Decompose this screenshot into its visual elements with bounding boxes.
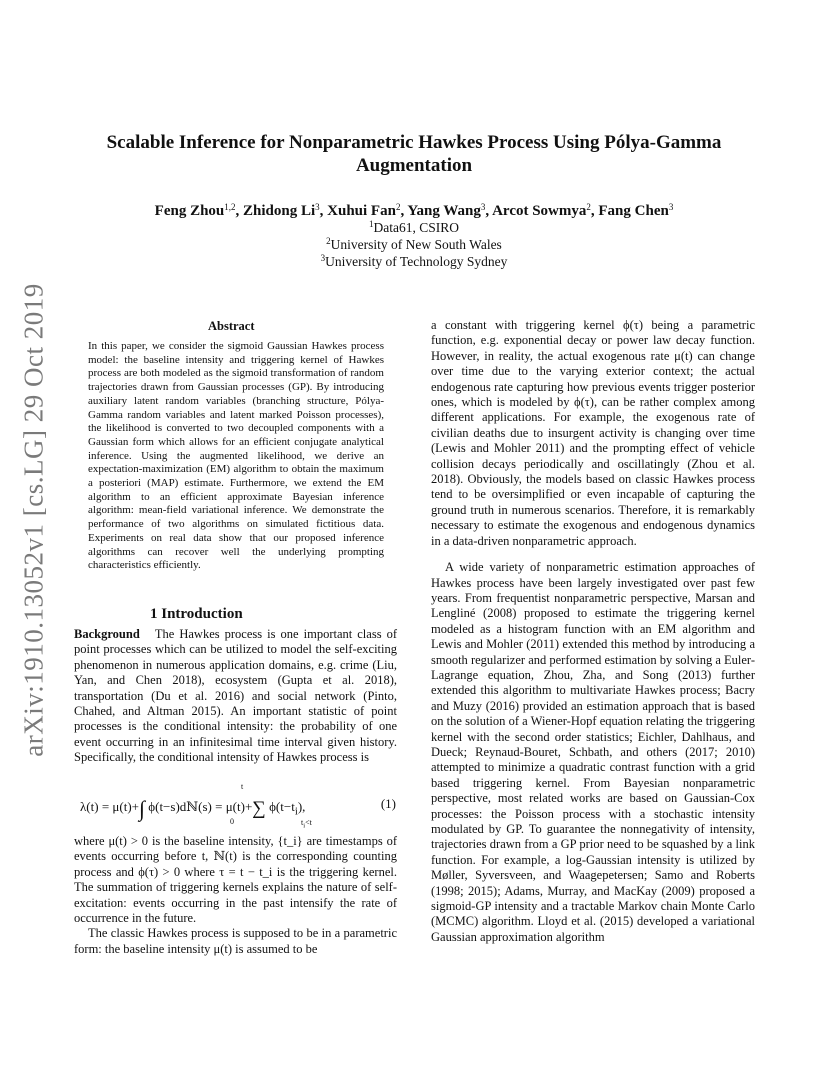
paragraph: The classic Hawkes process is supposed to be in a parametric form: the baseline intensity μ(t) is assumed to be <box>74 926 397 956</box>
author: Arcot Sowmya$^2$ <box>492 202 591 219</box>
title-line-1: Scalable Inference for Nonparametric Hawkes Process Using Pólya-Gamma <box>106 132 722 153</box>
affiliation: $^3$University of Technology Sydney <box>320 253 508 269</box>
affiliations <box>60 219 768 270</box>
paper-title <box>80 131 748 177</box>
title-line-2: Augmentation <box>355 155 473 176</box>
arxiv-id-text: arXiv:1910.13052v1 [cs.LG] 29 Oct 2019 <box>18 283 49 757</box>
equation-body: λ(t) = μ(t)+∫ ϕ(t−s)dℕ(s) = μ(t)+∑ $\phi(t-t_i)$, <box>80 796 306 821</box>
intro-background-paragraph <box>74 627 397 766</box>
arxiv-identifier-stamp <box>14 270 54 770</box>
intro-left-continued <box>74 834 397 957</box>
integral-lower-limit: 0 <box>230 817 234 826</box>
paragraph: A wide variety of nonparametric estimation approaches of Hawkes process have been largely investigated over past few years. From frequentist nonparametric perspective, Marsan and Lengliné (2008) proposed to estimate the triggering kernel modeled as a histogram function with an EM algorithm and Lewis and Mohler (2011) extended this method by introducing a smooth regularizer and performed estimation by solving a Euler-Lagrange equation, Zhou, Zha, and Song (2013) further extended this algorithm to multivariate Hawkes process; Bacry and Muzy (2016) provided an estimation approach that is based on the solution of a Wiener-Hopf equation relating the triggering kernel with the second order statistics; Eichler, Dahlhaus, and Dueck; Reynaud-Bouret, Schbath, and others (2017; 2010) attempted to minimize a quadratic contrast function with a grid based triggering kernel. From Bayesian nonparametric perspective, most related works are based on Gaussian-Cox processes: the Poisson process with a stochastic intensity modulated by GP. To guarantee the nonnegativity of intensity, trajectories drawn from a GP prior need to be squashed by a link function. For example, a log-Gaussian intensity is utilized by Møller, Syversveen, and Waagepetersen; Samo and Roberts (1998; 2015); Adams, Murray, and MacKay (2009) proposed a sigmoid-GP intensity and a tractable Markov chain Monte Carlo (MCMC) algorithm. Lloyd et al. (2015) developed a variational Gaussian approximation algorithm <box>431 560 755 944</box>
abstract-text: In this paper, we consider the sigmoid Gaussian Hawkes process model: the baseline intensity and triggering kernel of Hawkes process are both modeled as the sigmoid transformation of random trajectories drawn from Gaussian processes (GP). By introducing auxiliary latent random variables (branching structure, Pólya-Gamma random variables and latent marked Poisson processes), the likelihood is converted to two decoupled components with a Gaussian form which allows for an efficient conjugate analytical inference. Using the augmented likelihood, we derive an expectation-maximization (EM) algorithm to obtain the maximum a posteriori (MAP) estimate. Furthermore, we extend the EM algorithm to an efficient approximate Bayesian inference algorithm: mean-field variational inference. We demonstrate the performance of two algorithms on simulated fictitious data. Experiments on real data show that our proposed inference algorithms can recover well the underlying prompting characteristics efficiently. <box>88 340 384 572</box>
author: Feng Zhou$^{1,2}$ <box>154 202 236 219</box>
author: Zhidong Li$^3$ <box>243 202 320 219</box>
affiliation: $^1$Data61, CSIRO <box>369 219 459 235</box>
summation-sign: ∑ <box>252 798 266 819</box>
paragraph: where μ(t) > 0 is the baseline intensity, {t_i} are timestamps of events occurring before t, ℕ(t) is the corresponding counting process and ϕ(τ) > 0 where τ = t − t_i is the triggering kernel. The summation of triggering kernels explains the nature of self-excitation: events occurring in the past intensify the rate of occurrence in the future. <box>74 834 397 926</box>
author: Fang Chen$^3$ <box>598 202 674 219</box>
paragraph: a constant with triggering kernel ϕ(τ) being a parametric function, e.g. exponential decay or power law decay function. However, in reality, the actual exogenous rate μ(t) can change over time due to the varying exterior context; the actual endogenous rate capturing how previous events trigger posterior ones, which is modeled by ϕ(τ), can be rather complex among different applications. For example, the exogenous rate of civilian deaths due to insurgent activity is changing over time (Lewis and Mohler 2011) and the prompting effect of vehicle collision decays periodically and oscillatingly (Zhou et al. 2018). Obviously, the models based on classic Hawkes process tend to be oversimplified or even incapable of capturing the ground truth in numerous scenarios. Therefore, it is remarkably necessary to estimate the exogenous and endogenous dynamics in a data-driven nonparametric approach. <box>431 318 755 548</box>
background-text: The Hawkes process is one important class of point processes which can be utilized to model the self-exciting phenomenon in numerous application domains, e.g. crime (Liu, Yan, and Chen 2018), ecosystem (Gupta et al. 2018), transportation (Du et al. 2016) and social network (Pinto, Chahed, and Altman 2015). An important statistic of point processes is the conditional intensity: the probability of one event occurring in an infinitesimal time interval given history. Specifically, the conditional intensity of Hawkes process is <box>74 627 398 765</box>
summation-subscript: $t_i<t$ <box>301 818 312 830</box>
abstract-heading: Abstract <box>208 319 255 333</box>
intro-right-column <box>431 318 755 945</box>
run-in-heading: Background <box>74 627 140 641</box>
section-heading-introduction: 1 Introduction <box>150 606 243 622</box>
integral-upper-limit: t <box>241 782 244 791</box>
author: Yang Wang$^3$ <box>407 202 486 219</box>
author-list: Feng Zhou$^{1,2}$, Zhidong Li$^3$, Xuhui Fan$^2$, Yang Wang$^3$, Arcot Sowmya$^2$, Fang Chen$^3$ <box>154 202 674 219</box>
integral-sign: ∫ <box>138 796 146 821</box>
affiliation: $^2$University of New South Wales <box>326 236 502 252</box>
equation-1 <box>80 782 398 830</box>
author: Xuhui Fan$^2$ <box>327 202 401 219</box>
equation-number: (1) <box>380 796 396 811</box>
